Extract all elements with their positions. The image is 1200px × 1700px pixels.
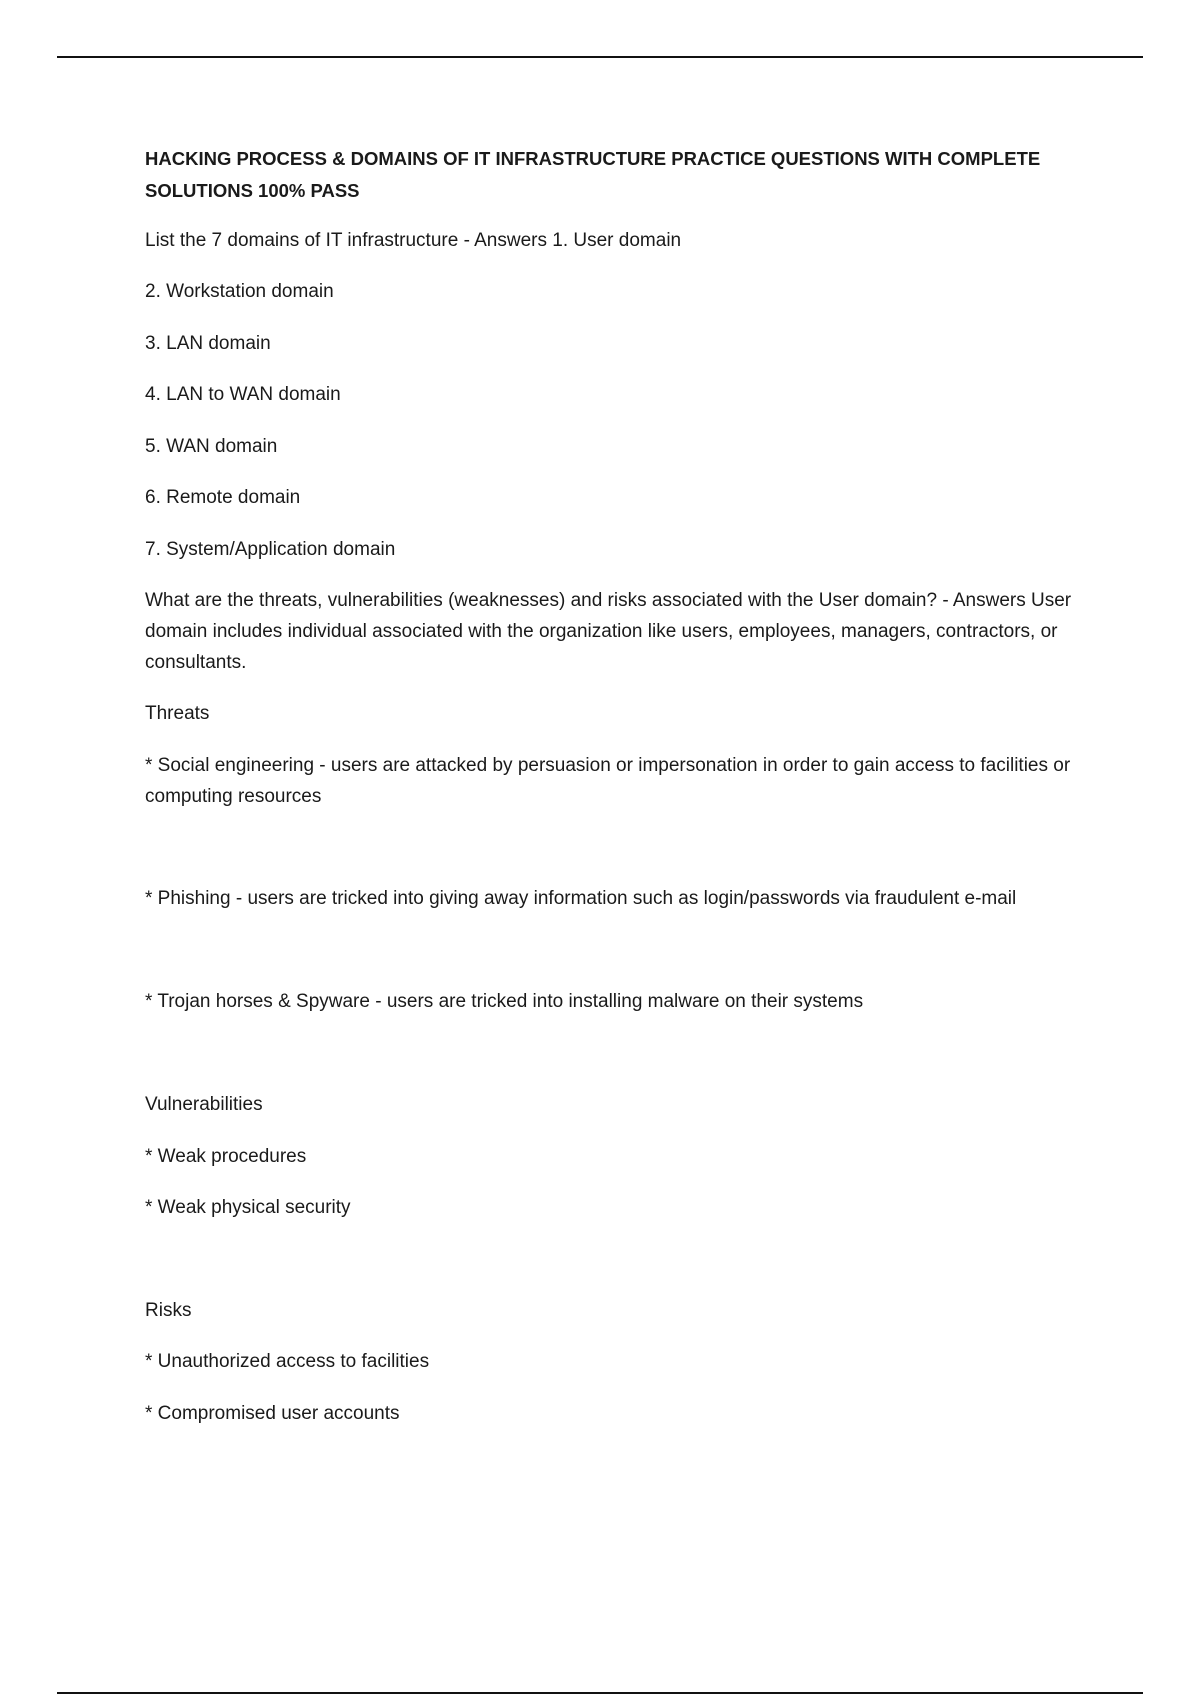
domain-item-2: 2. Workstation domain bbox=[145, 281, 334, 302]
risks-heading: Risks bbox=[145, 1300, 192, 1321]
top-rule bbox=[57, 56, 1143, 58]
threats-heading: Threats bbox=[145, 703, 210, 724]
question-2: What are the threats, vulnerabilities (weaknesses) and risks associated with the User domain? - Answers User domain includes individual associated with the organization like users, employees, managers, contractors, or consultants. bbox=[145, 590, 1072, 673]
vulnerability-weak-physical-security: * Weak physical security bbox=[145, 1197, 351, 1218]
domain-item-4: 4. LAN to WAN domain bbox=[145, 384, 341, 405]
domain-item-6: 6. Remote domain bbox=[145, 487, 301, 508]
domain-item-5: 5. WAN domain bbox=[145, 436, 278, 457]
question-1: List the 7 domains of IT infrastructure - Answers 1. User domain bbox=[145, 230, 682, 251]
domain-item-3: 3. LAN domain bbox=[145, 333, 271, 354]
risk-unauthorized-access: * Unauthorized access to facilities bbox=[145, 1351, 430, 1372]
threat-social-engineering: * Social engineering - users are attacked by persuasion or impersonation in order to gain access to facilities or computing resources bbox=[145, 755, 1071, 807]
domain-item-7: 7. System/Application domain bbox=[145, 539, 396, 560]
document-title: HACKING PROCESS & DOMAINS OF IT INFRASTRUCTURE PRACTICE QUESTIONS WITH COMPLETE SOLUTIONS 100% PASS bbox=[145, 148, 1041, 201]
bottom-rule bbox=[57, 1692, 1143, 1694]
vulnerabilities-heading: Vulnerabilities bbox=[145, 1094, 263, 1115]
risk-compromised-accounts: * Compromised user accounts bbox=[145, 1403, 400, 1424]
vulnerability-weak-procedures: * Weak procedures bbox=[145, 1146, 307, 1167]
threat-trojan-spyware: * Trojan horses & Spyware - users are tricked into installing malware on their systems bbox=[145, 991, 864, 1012]
threat-phishing: * Phishing - users are tricked into giving away information such as login/passwords via fraudulent e-mail bbox=[145, 888, 1017, 909]
